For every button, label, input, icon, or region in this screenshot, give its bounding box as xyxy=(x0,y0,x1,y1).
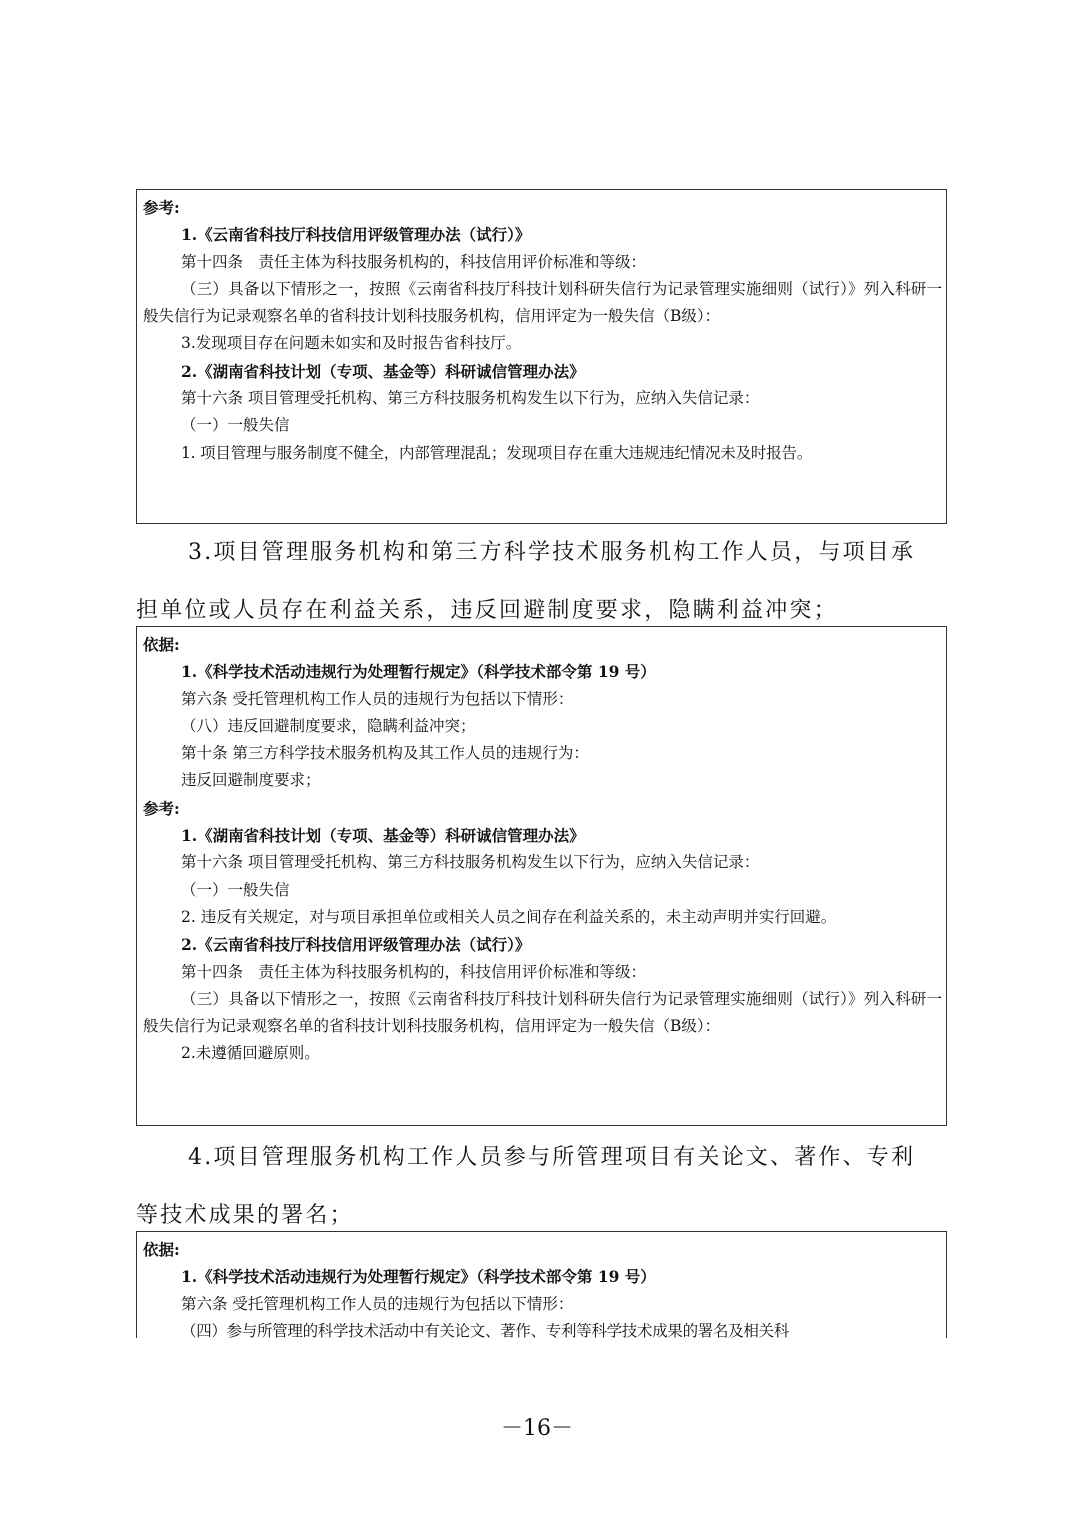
basis-title: 1.《科学技术活动违规行为处理暂行规定》（科学技术部令第 19 号） xyxy=(181,1267,656,1287)
article-text: （一）一般失信 xyxy=(181,416,290,435)
article-text: 1. 项目管理与服务制度不健全，内部管理混乱；发现项目存在重大违规违纪情况未及时报告。 xyxy=(181,443,813,462)
article-text: 第十条 第三方科学技术服务机构及其工作人员的违规行为： xyxy=(181,744,589,763)
article-text: 违反回避制度要求； xyxy=(181,771,321,790)
reference-box-3 xyxy=(136,1231,947,1338)
article-text: （八）违反回避制度要求，隐瞒利益冲突； xyxy=(181,716,476,735)
article-text: 第十六条 项目管理受托机构、第三方科技服务机构发生以下行为，应纳入失信记录： xyxy=(181,853,760,872)
article-text: 第六条 受托管理机构工作人员的违规行为包括以下情形： xyxy=(181,689,574,708)
reference-label: 参考: xyxy=(143,798,180,818)
basis-label: 依据: xyxy=(143,1240,180,1259)
paragraph-line: 4.项目管理服务机构工作人员参与所管理项目有关论文、著作、专利 xyxy=(188,1145,916,1170)
reference-title: 1.《云南省科技厅科技信用评级管理办法（试行）》 xyxy=(181,225,531,245)
article-paragraph: （三）具备以下情形之一，按照《云南省科技厅科技计划科研失信行为记录管理实施细则（试行）》列入科研一般失信行为记录观察名单的省科技计划科技服务机构，信用评定为一般失信（B级）： xyxy=(143,989,942,1036)
article-text: （四）参与所管理的科学技术活动中有关论文、著作、专利等科学技术成果的署名及相关科 xyxy=(181,1321,790,1340)
body-paragraph-4 xyxy=(136,1129,947,1245)
body-paragraph-3 xyxy=(136,524,947,640)
article-paragraph: 2. 违反有关规定，对与项目承担单位或相关人员之间存在利益关系的，未主动声明并实行回避。 xyxy=(181,907,837,926)
article-text: 第十四条 责任主体为科技服务机构的，科技信用评价标准和等级： xyxy=(181,252,647,271)
paragraph-line: 3.项目管理服务机构和第三方科学技术服务机构工作人员，与项目承 xyxy=(188,540,916,565)
reference-label: 参考: xyxy=(143,198,180,217)
article-text: （一）一般失信 xyxy=(181,880,290,899)
reference-title: 2.《湖南省科技计划（专项、基金等）科研诚信管理办法》 xyxy=(181,361,585,381)
page-number: －16－ xyxy=(501,1416,573,1441)
article-text: 3.发现项目存在问题未如实和及时报告省科技厅。 xyxy=(181,334,522,353)
article-text: 第十六条 项目管理受托机构、第三方科技服务机构发生以下行为，应纳入失信记录： xyxy=(181,389,760,408)
article-paragraph: （三）具备以下情形之一，按照《云南省科技厅科技计划科研失信行为记录管理实施细则（试行）》列入科研一般失信行为记录观察名单的省科技计划科技服务机构，信用评定为一般失信（B级）： xyxy=(143,279,942,326)
paragraph-line: 担单位或人员存在利益关系，违反回避制度要求，隐瞒利益冲突； xyxy=(136,598,838,623)
article-text: 第十四条 责任主体为科技服务机构的，科技信用评价标准和等级： xyxy=(181,962,647,981)
basis-label: 依据: xyxy=(143,635,180,654)
reference-title: 1.《湖南省科技计划（专项、基金等）科研诚信管理办法》 xyxy=(181,826,585,846)
reference-box-2 xyxy=(136,626,947,1126)
article-text: 2.未遵循回避原则。 xyxy=(181,1044,320,1063)
basis-title: 1.《科学技术活动违规行为处理暂行规定》（科学技术部令第 19 号） xyxy=(181,662,656,682)
reference-title: 2.《云南省科技厅科技信用评级管理办法（试行）》 xyxy=(181,935,531,955)
paragraph-line: 等技术成果的署名； xyxy=(136,1203,354,1228)
article-text: 第六条 受托管理机构工作人员的违规行为包括以下情形： xyxy=(181,1294,574,1313)
reference-box-1 xyxy=(136,189,947,524)
